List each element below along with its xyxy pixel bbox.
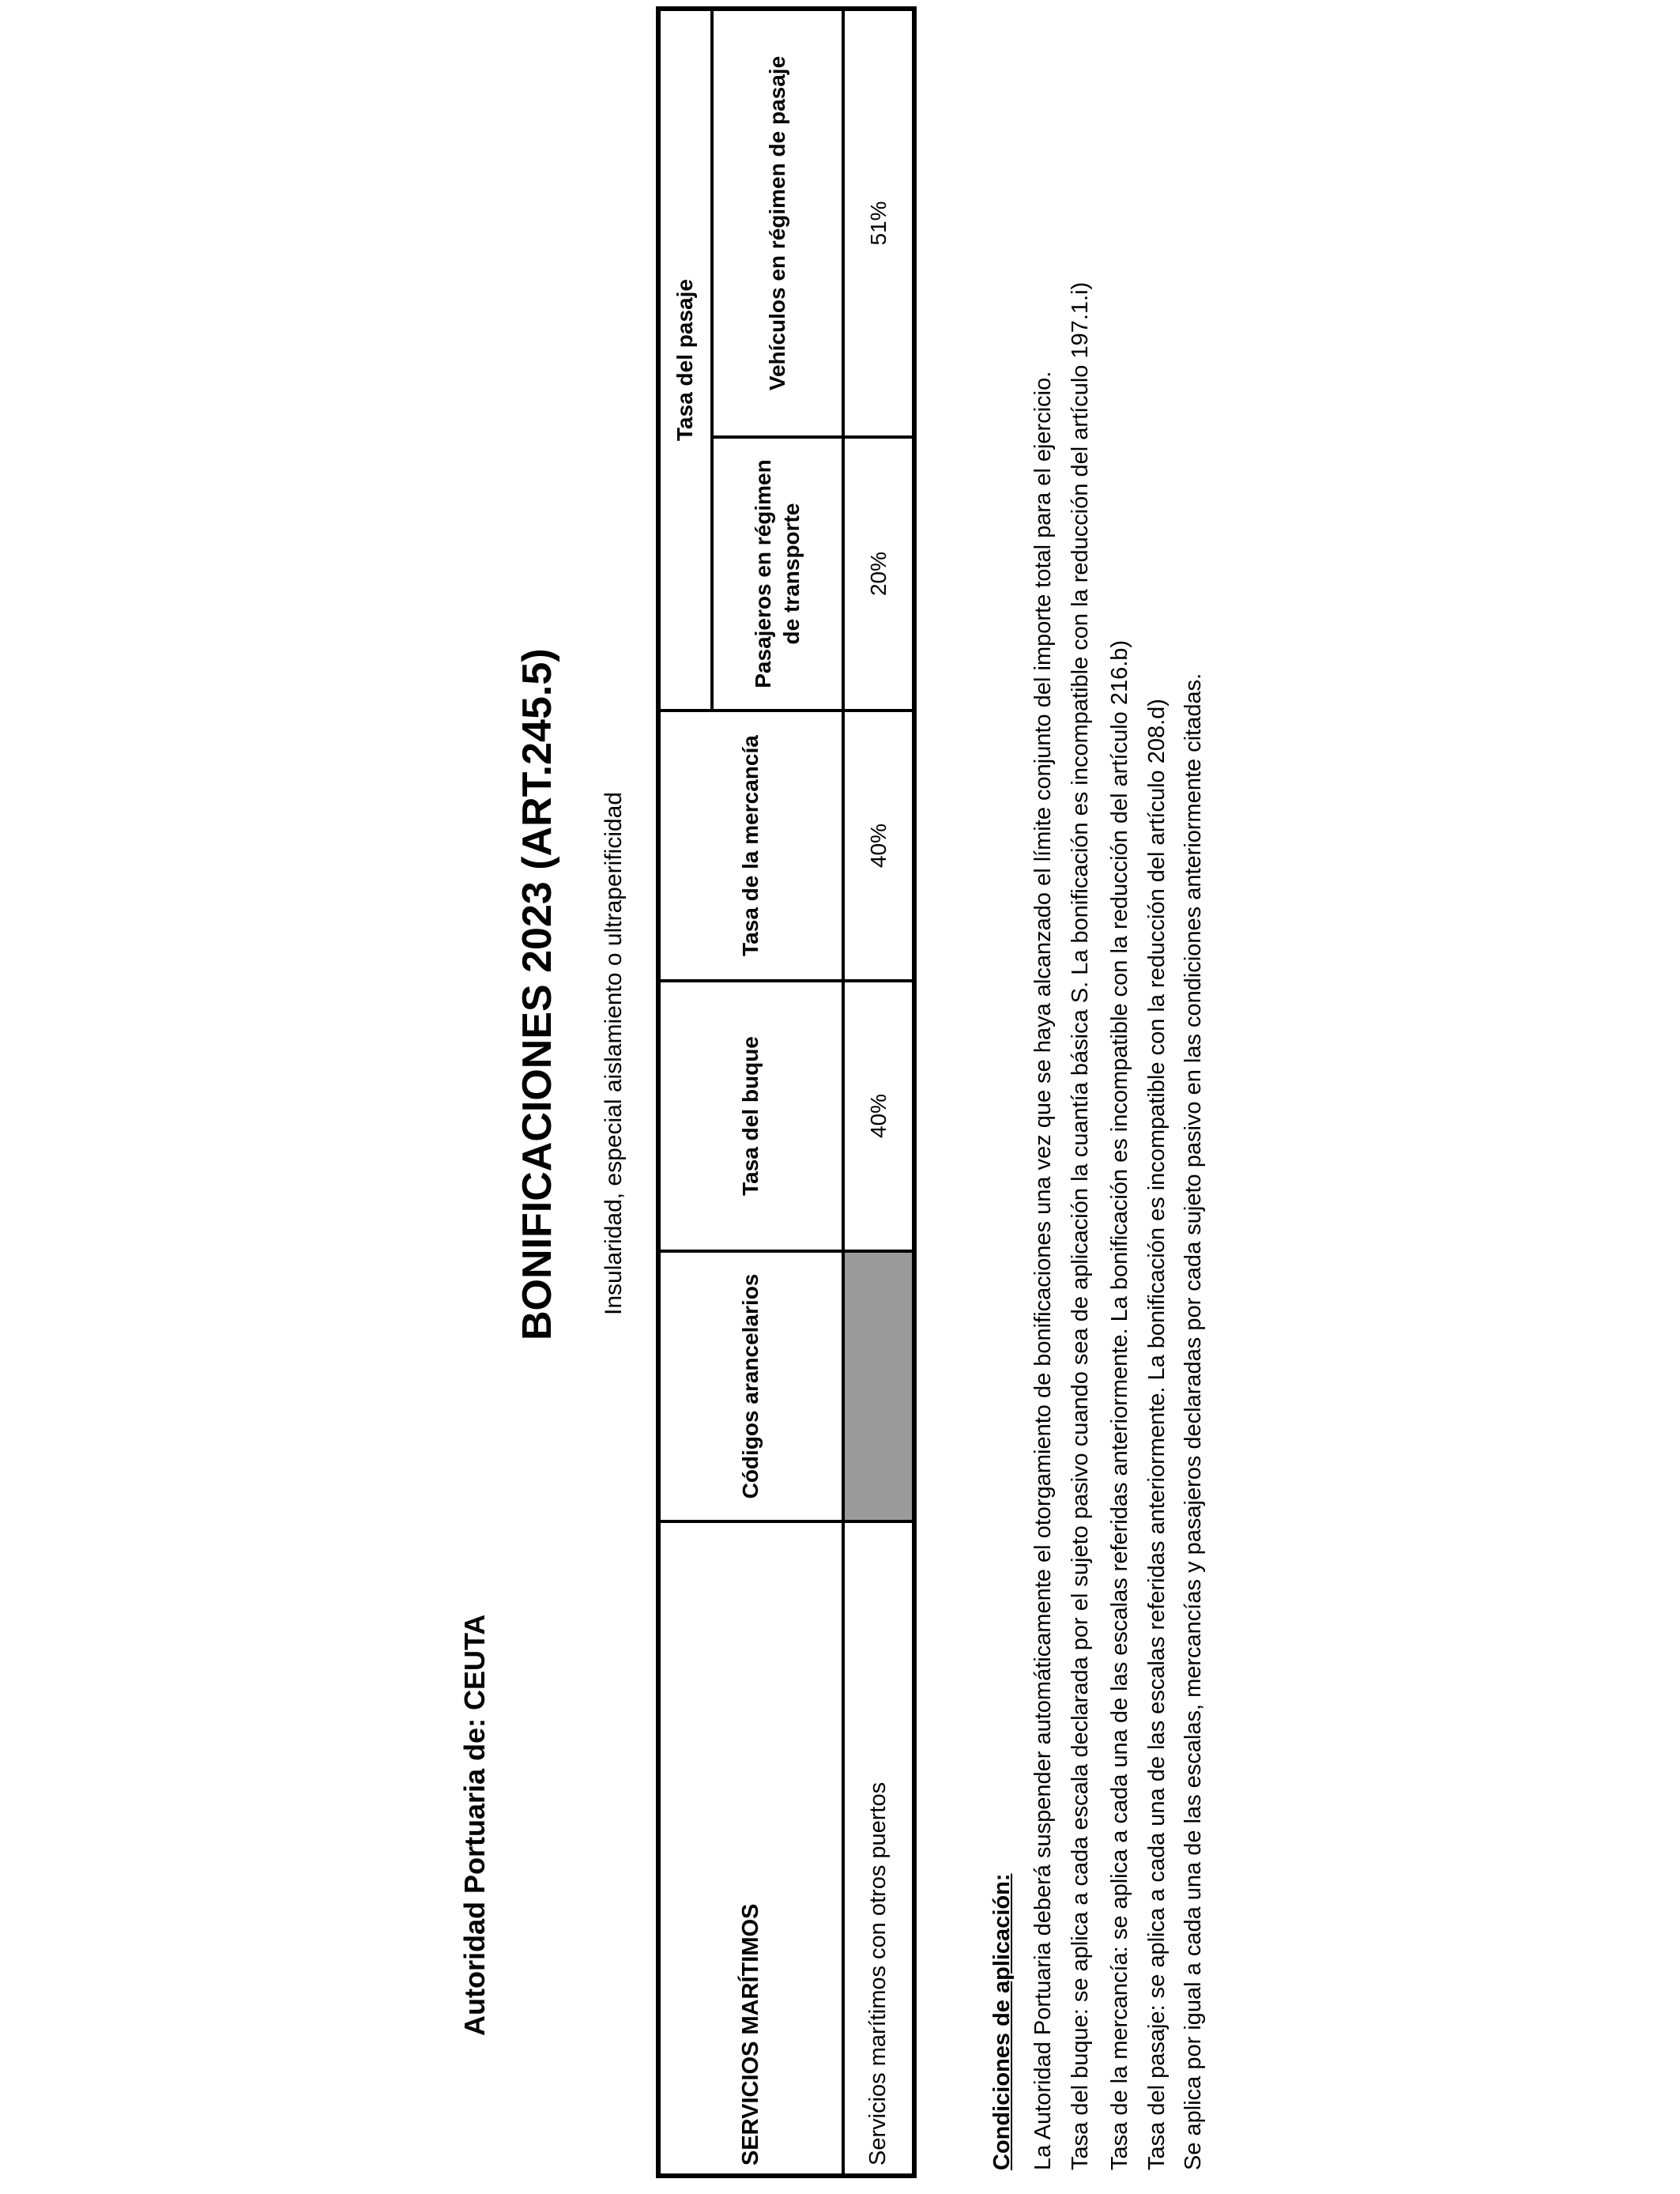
bonificaciones-table [656,6,917,2178]
condition-line: Tasa del buque: se aplica a cada escala declarada por el sujeto pasivo cuando sea de aplicación la cuantía básica S. La bonificación es incompatible con la reducción del artículo 197.1.i) [1067,281,1093,2170]
page-subtitle: Insularidad, especial aislamiento o ultraperificidad [601,791,627,1315]
condition-line: La Autoridad Portuaria deberá suspender automáticamente el otorgamiento de bonificaciones una vez que se haya alcanzado el límite conjunto del importe total para el ejercicio. [1030,371,1057,2170]
col-header-pasajeros: Pasajeros en régimen de transporte [712,437,843,711]
conditions-block [984,21,1211,2170]
col-header-codigos: Códigos arancelarios [658,1251,843,1521]
cell-codigos [843,1251,914,1521]
cell-tasa-buque: 40% [843,981,914,1251]
col-header-tasa-pasaje: Tasa del pasaje [658,9,712,711]
cell-vehiculos: 51% [843,9,914,437]
condition-line: Tasa del pasaje: se aplica a cada una de las escalas referidas anteriormente. La bonificación es incompatible con la reducción del artículo 208.d) [1143,699,1170,2170]
port-authority-heading: Autoridad Portuaria de: CEUTA [458,1614,491,2036]
row-label: Servicios marítimos con otros puertos [843,1521,914,2176]
table-row [843,9,914,2176]
col-header-tasa-mercancia: Tasa de la mercancía [658,711,843,981]
col-header-tasa-buque: Tasa del buque [658,981,843,1251]
col-header-vehiculos: Vehículos en régimen de pasaje [712,9,843,437]
page-title: BONIFICACIONES 2023 (ART.245.5) [514,648,560,1340]
cell-tasa-mercancia: 40% [843,711,914,981]
condition-line: Se aplica por igual a cada una de las escalas, mercancías y pasajeros declaradas por cada sujeto pasivo en las condiciones anteriormente citadas. [1180,673,1206,2170]
section-label: SERVICIOS MARÍTIMOS [658,1521,843,2176]
cell-pasajeros: 20% [843,437,914,711]
conditions-heading: Condiciones de aplicación: [989,1873,1015,2170]
condition-line: Tasa de la mercancía: se aplica a cada una de las escalas referidas anteriormente. La bonificación es incompatible con la reducción del artículo 216.b) [1107,639,1133,2170]
